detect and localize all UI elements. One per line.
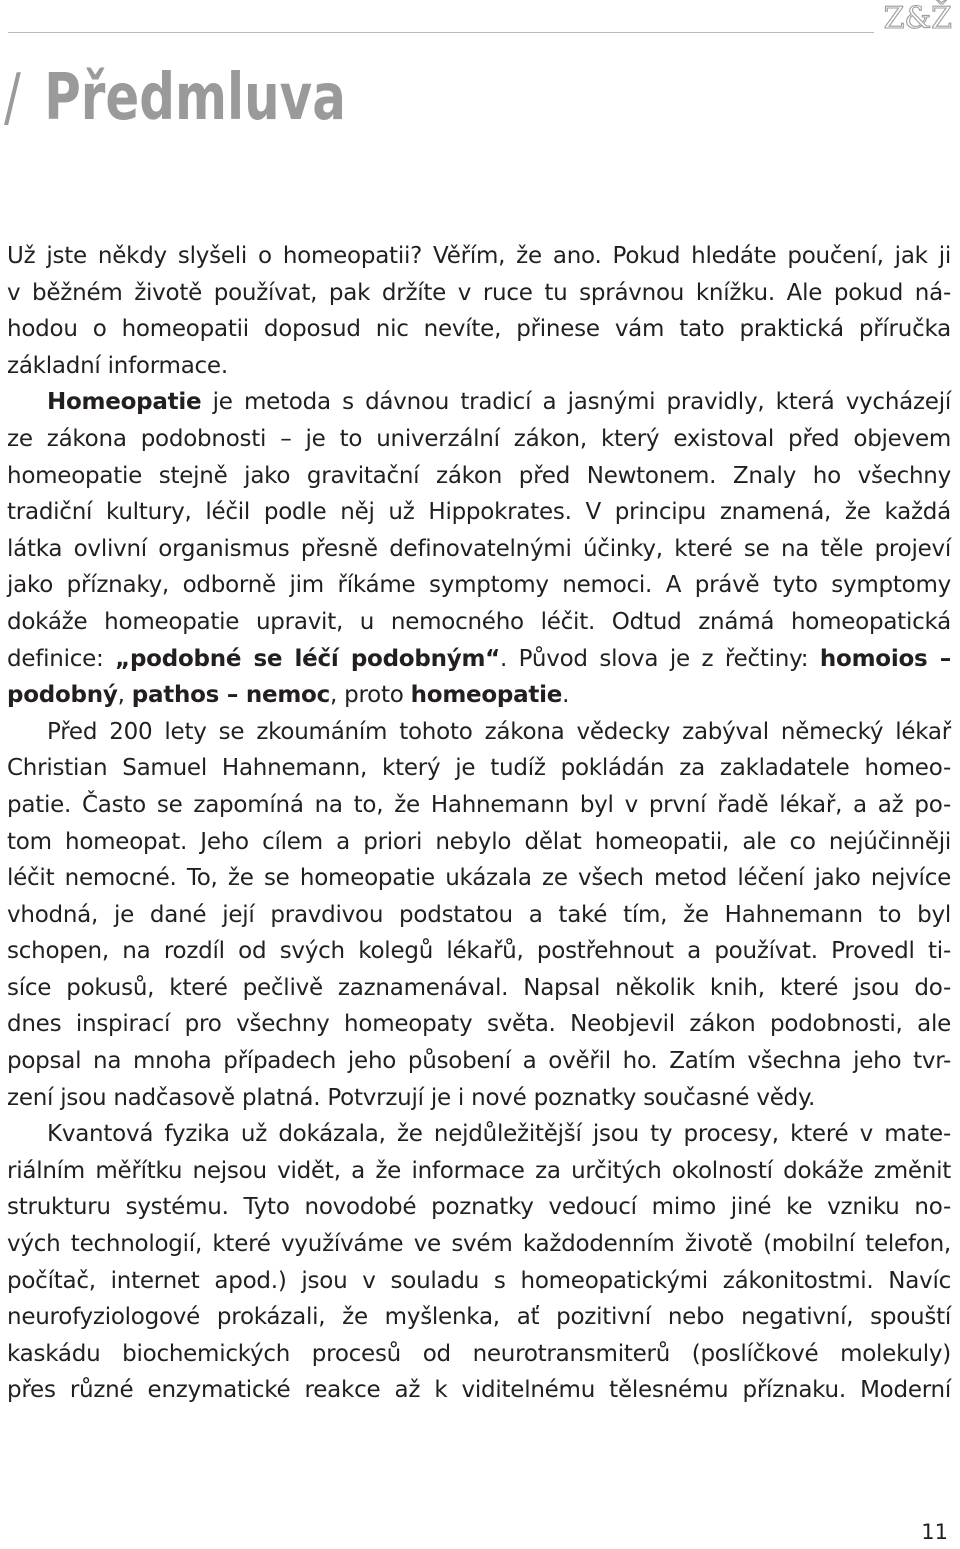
bold-term: podobný (7, 682, 118, 709)
text-line: neurofyziologové prokázali, že myšlenka, ať pozitivní nebo negativní, spouští (7, 1304, 951, 1331)
text-run: , proto (329, 682, 411, 709)
text-line (7, 677, 951, 714)
text-line: patie. Často se zapomíná na to, že Hahnemann byl v první řadě lékař, a až po- (7, 791, 951, 818)
text-line: Christian Samuel Hahnemann, který je tudíž pokládán za zakladatele homeo- (7, 755, 951, 782)
text-line: Už jste někdy slyšeli o homeopatii? Věřím, že ano. Pokud hledáte poučení, jak ji (7, 243, 951, 269)
text-line: schopen, na rozdíl od svých kolegů lékařů, postřehnout a používat. Provedl ti- (7, 938, 951, 965)
text-line: vých technologií, které využíváme ve svém každodenním životě (mobilní telefon, (7, 1231, 951, 1258)
text-line: hodou o homeopatii doposud nic nevíte, přinese vám tato praktická příručka (7, 316, 951, 343)
text-line: dnes inspirací pro všechny homeopaty světa. Neobjevil zákon podobnosti, ale (7, 1011, 951, 1038)
bold-term: homeopatie (410, 682, 563, 709)
text-line: riálním měřítku nejsou vidět, a že informace za určitých okolností dokáže změnit (7, 1157, 951, 1184)
text-line: strukturu systému. Tyto novodobé poznatky vedoucí mimo jiné ke vzniku no- (7, 1194, 951, 1221)
body-text (7, 238, 951, 1409)
text-line: Před 200 lety se zkoumáním tohoto zákona vědecky zabýval německý lékař (47, 718, 951, 745)
title-slash: / (4, 61, 21, 135)
text-line (7, 641, 951, 678)
text-line: základní informace. (7, 352, 228, 379)
text-line: v běžném životě používat, pak držíte v ruce tu správnou knížku. Ale pokud ná- (7, 279, 951, 306)
publisher-logo: Z&Ž (883, 1, 952, 36)
text-line: přes různé enzymatické reakce až k viditelnému tělesnému příznaku. Moderní (7, 1377, 951, 1404)
text-run: je metoda s dávnou tradicí a jasnými pravidly, která vycházejí (201, 389, 951, 416)
text-run: . Původ slova je z řečtiny: (500, 645, 820, 672)
text-run: definice: (7, 645, 116, 672)
bold-term: homoios – (819, 645, 952, 672)
text-line: počítač, internet apod.) jsou v souladu s homeopatickými zákonitostmi. Navíc (7, 1267, 951, 1294)
title-text: Předmluva (44, 61, 346, 135)
header-rule (8, 32, 874, 33)
text-line: kaskádu biochemických procesů od neurotransmiterů (poslíčkové molekuly) (7, 1340, 951, 1367)
bold-term: Homeopatie (47, 389, 202, 416)
text-run: , (117, 682, 132, 709)
text-line: vhodná, je dané její pravdivou podstatou a také tím, že Hahnemann to byl (7, 901, 951, 928)
page-title (4, 60, 346, 136)
text-line: síce pokusů, které pečlivě zaznamenával. Napsal několik knih, které jsou do- (7, 974, 951, 1001)
bold-term: pathos – nemoc (131, 682, 330, 709)
paragraph-intro (7, 238, 951, 384)
paragraph-quantum (7, 1116, 951, 1409)
paragraph-hahnemann (7, 714, 951, 1117)
text-line: tom homeopat. Jeho cílem a priori nebylo dělat homeopatii, ale co nejúčinněji (7, 828, 951, 855)
text-line: jako příznaky, odborně jim říkáme symptomy nemoci. A právě tyto symptomy (7, 572, 951, 599)
paragraph-homeopathy (7, 384, 951, 713)
text-line: ze zákona podobnosti – je to univerzální zákon, který existoval před objevem (7, 425, 951, 452)
text-line: homeopatie stejně jako gravitační zákon před Newtonem. Znaly ho všechny (7, 462, 951, 489)
text-line: popsal na mnoha případech jeho působení a ověřil ho. Zatím všechna jeho tvr- (7, 1048, 951, 1075)
text-line: léčit nemocné. To, že se homeopatie ukázala ze všech metod léčení jako nejvíce (7, 865, 951, 892)
text-line: Kvantová fyzika už dokázala, že nejdůležitější jsou ty procesy, které v mate- (47, 1121, 951, 1148)
text-line (7, 384, 951, 421)
text-line: látka ovlivní organismus přesně definovatelnými účinky, které se na těle projeví (7, 535, 951, 562)
text-line: dokáže homeopatie upravit, u nemocného léčit. Odtud známá homeopatická (7, 608, 951, 635)
bold-term: „podobné se léčí podobným“ (115, 645, 501, 672)
page-number: 11 (921, 1520, 948, 1544)
text-line: zení jsou nadčasově platná. Potvrzují je i nové poznatky současné vědy. (7, 1084, 816, 1111)
text-line: tradiční kultury, léčil podle něj už Hippokrates. V principu znamená, že každá (7, 499, 951, 526)
text-run: . (562, 682, 570, 709)
